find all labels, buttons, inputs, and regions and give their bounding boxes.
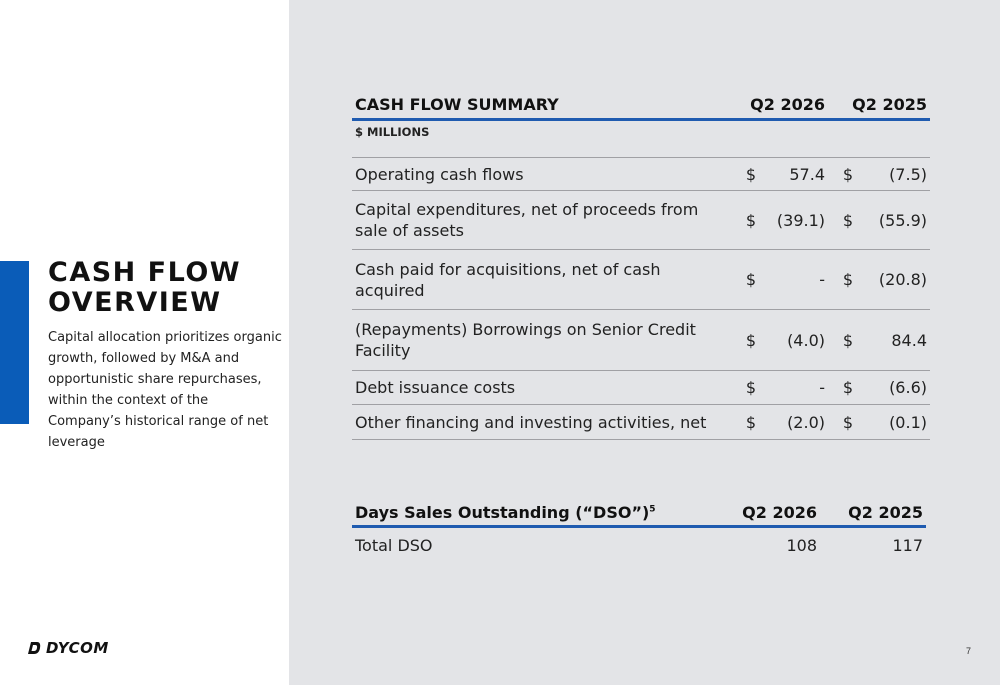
currency-symbol: $: [731, 158, 762, 191]
table-row: [352, 191, 930, 250]
page-number: 7: [965, 646, 971, 656]
currency-symbol: $: [828, 371, 859, 405]
dso-table: [352, 497, 926, 563]
value-q2-2026: (39.1): [762, 191, 828, 250]
currency-symbol: $: [731, 405, 762, 440]
row-label: Capital expenditures, net of proceeds from sale of assets: [352, 191, 731, 250]
table-row: [352, 405, 930, 440]
title-line-1: CASH FLOW: [48, 257, 242, 288]
currency-symbol: $: [828, 250, 859, 310]
value-q2-2025: (55.9): [859, 191, 930, 250]
unit-label: $ MILLIONS: [352, 120, 930, 158]
value-q2-2026: 57.4: [762, 158, 828, 191]
currency-symbol: $: [731, 250, 762, 310]
table-row: [352, 310, 930, 371]
cash-flow-summary-header: CASH FLOW SUMMARY: [352, 88, 731, 120]
row-label: Other financing and investing activities, net: [352, 405, 731, 440]
cash-flow-summary-table: [352, 88, 930, 440]
left-panel: [0, 0, 289, 685]
value-q2-2025: (20.8): [859, 250, 930, 310]
currency-symbol: $: [731, 191, 762, 250]
currency-symbol: $: [828, 191, 859, 250]
dycom-logo-icon: [28, 641, 42, 655]
page-title: [48, 258, 278, 318]
value-q2-2026: -: [762, 371, 828, 405]
value-q2-2025: (7.5): [859, 158, 930, 191]
dso-col-q2-2026: Q2 2026: [714, 497, 820, 527]
row-label: Operating cash flows: [352, 158, 731, 191]
accent-bar: [0, 261, 29, 424]
table-row: [352, 527, 926, 564]
dso-header-text: Days Sales Outstanding (“DSO”): [355, 502, 650, 522]
row-label: (Repayments) Borrowings on Senior Credit Facility: [352, 310, 731, 371]
dso-value-q2-2026: 108: [786, 536, 817, 555]
value-q2-2026: (2.0): [762, 405, 828, 440]
value-q2-2025: 84.4: [859, 310, 930, 371]
currency-symbol: $: [828, 158, 859, 191]
currency-symbol: $: [828, 310, 859, 371]
row-label: Debt issuance costs: [352, 371, 731, 405]
value-q2-2026: -: [762, 250, 828, 310]
dso-row-label: Total DSO: [355, 536, 433, 555]
logo-text: DYCOM: [46, 639, 109, 657]
table-row: [352, 250, 930, 310]
currency-symbol: $: [828, 405, 859, 440]
cash-flow-header-row: [352, 88, 930, 120]
cash-flow-col-q2-2026: Q2 2026: [731, 88, 828, 120]
value-q2-2025: (0.1): [859, 405, 930, 440]
unit-row: [352, 120, 930, 158]
currency-symbol: $: [731, 371, 762, 405]
dycom-logo: [28, 638, 109, 658]
title-line-2: OVERVIEW: [48, 287, 222, 318]
page-subtitle: Capital allocation prioritizes organic growth, followed by M&A and opportunistic share repurchases, within the context of the Company’s historical range of net leverage: [48, 330, 282, 450]
dso-footnote-marker: 5: [649, 504, 656, 515]
dso-header: [352, 497, 714, 527]
value-q2-2026: (4.0): [762, 310, 828, 371]
dso-header-row: [352, 497, 926, 527]
dso-col-q2-2025: Q2 2025: [820, 497, 926, 527]
value-q2-2025: (6.6): [859, 371, 930, 405]
currency-symbol: $: [731, 310, 762, 371]
dso-value-q2-2025: 117: [892, 536, 923, 555]
table-row: [352, 158, 930, 191]
row-label: Cash paid for acquisitions, net of cash acquired: [352, 250, 731, 310]
table-row: [352, 371, 930, 405]
cash-flow-col-q2-2025: Q2 2025: [828, 88, 930, 120]
